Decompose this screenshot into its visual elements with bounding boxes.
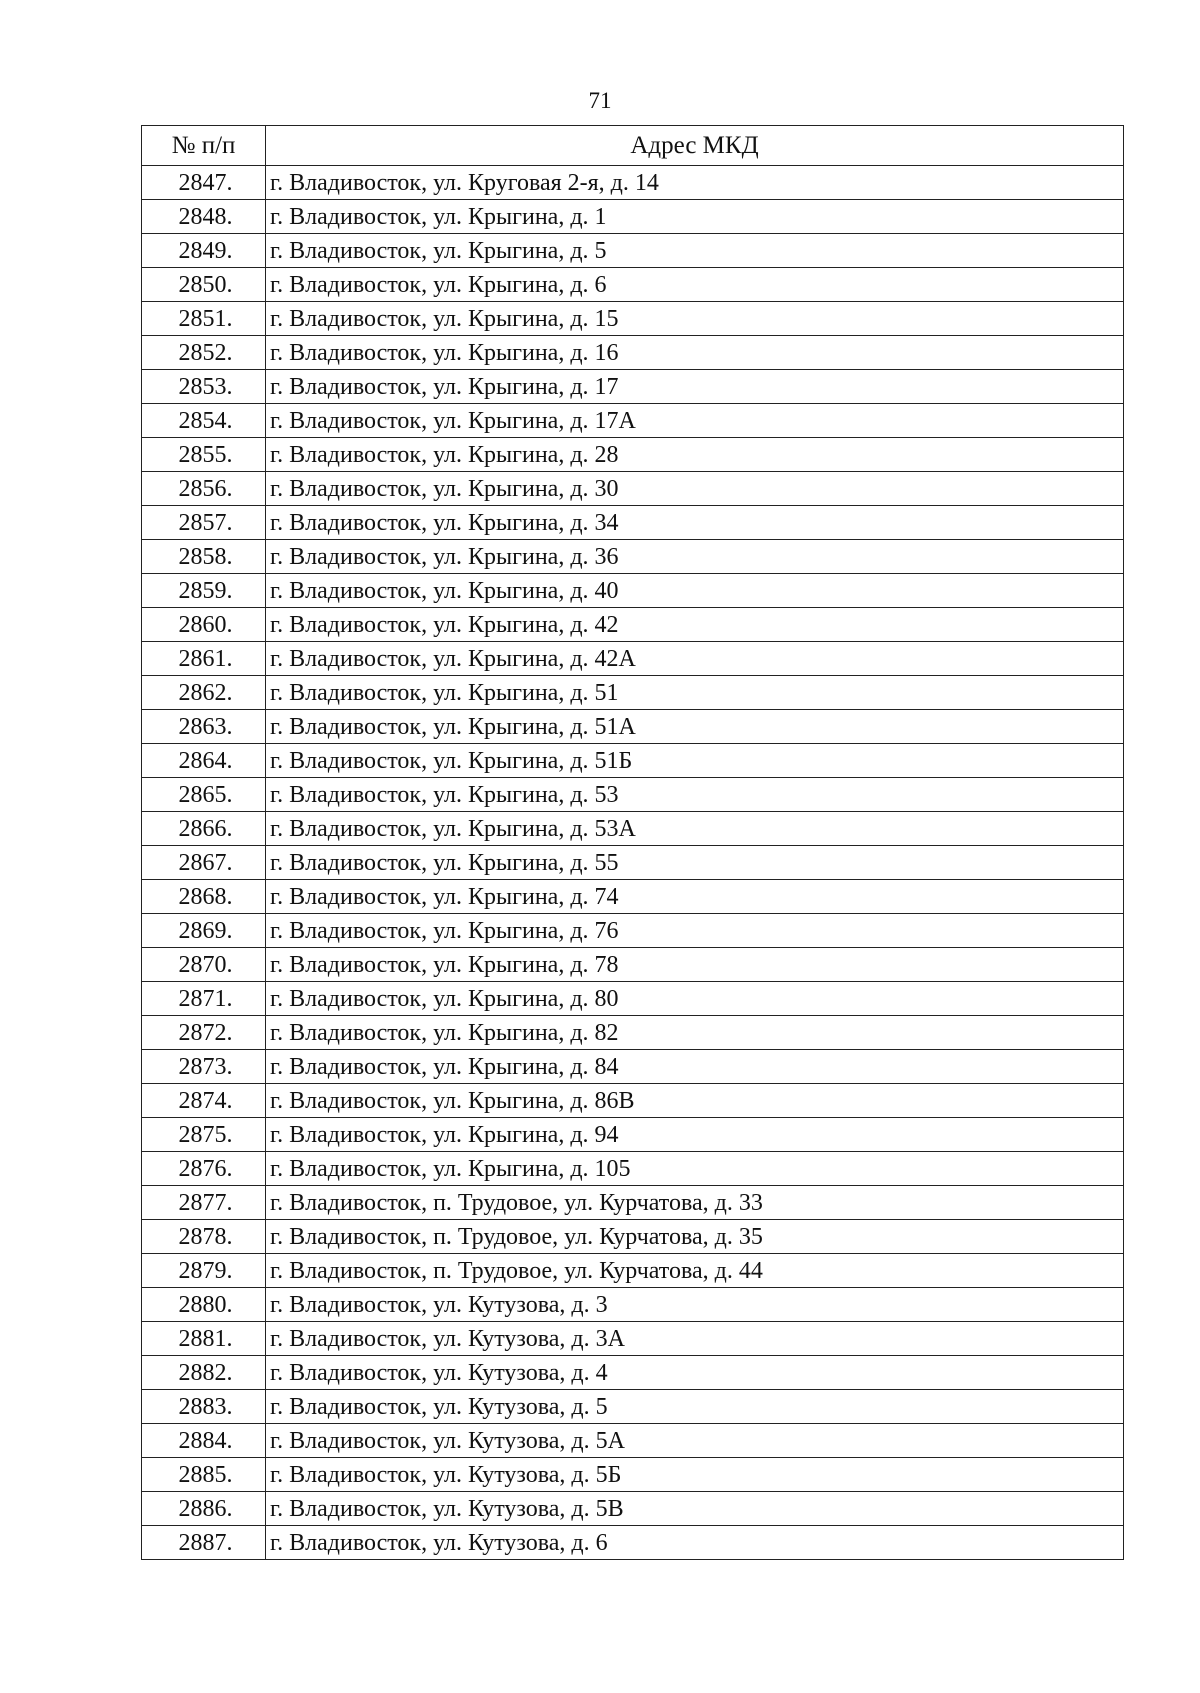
row-number: 2856.	[142, 472, 266, 506]
row-address: г. Владивосток, ул. Кутузова, д. 6	[266, 1526, 1124, 1560]
row-number: 2880.	[142, 1288, 266, 1322]
row-number: 2857.	[142, 506, 266, 540]
row-number: 2870.	[142, 948, 266, 982]
row-address: г. Владивосток, ул. Крыгина, д. 51	[266, 676, 1124, 710]
row-number: 2872.	[142, 1016, 266, 1050]
table-row	[142, 472, 1124, 506]
address-table	[141, 125, 1124, 1560]
row-address: г. Владивосток, ул. Крыгина, д. 53	[266, 778, 1124, 812]
row-number: 2850.	[142, 268, 266, 302]
table-row	[142, 812, 1124, 846]
table-row	[142, 846, 1124, 880]
row-number: 2852.	[142, 336, 266, 370]
row-number: 2854.	[142, 404, 266, 438]
table-row	[142, 302, 1124, 336]
row-number: 2860.	[142, 608, 266, 642]
row-number: 2877.	[142, 1186, 266, 1220]
row-address: г. Владивосток, ул. Кутузова, д. 5	[266, 1390, 1124, 1424]
row-number: 2871.	[142, 982, 266, 1016]
column-header-address: Адрес МКД	[266, 126, 1124, 166]
table-row	[142, 744, 1124, 778]
row-address: г. Владивосток, ул. Крыгина, д. 80	[266, 982, 1124, 1016]
row-address: г. Владивосток, ул. Крыгина, д. 78	[266, 948, 1124, 982]
row-number: 2881.	[142, 1322, 266, 1356]
table-row	[142, 1220, 1124, 1254]
row-address: г. Владивосток, ул. Крыгина, д. 105	[266, 1152, 1124, 1186]
row-address: г. Владивосток, ул. Крыгина, д. 51А	[266, 710, 1124, 744]
table-row	[142, 404, 1124, 438]
table-row	[142, 1050, 1124, 1084]
row-address: г. Владивосток, ул. Крыгина, д. 42А	[266, 642, 1124, 676]
row-address: г. Владивосток, ул. Крыгина, д. 30	[266, 472, 1124, 506]
table-row	[142, 336, 1124, 370]
table-row	[142, 1118, 1124, 1152]
table-row	[142, 676, 1124, 710]
row-address: г. Владивосток, ул. Крыгина, д. 15	[266, 302, 1124, 336]
table-row	[142, 642, 1124, 676]
row-address: г. Владивосток, ул. Кутузова, д. 3А	[266, 1322, 1124, 1356]
row-number: 2853.	[142, 370, 266, 404]
row-address: г. Владивосток, ул. Круговая 2-я, д. 14	[266, 166, 1124, 200]
table-row	[142, 1084, 1124, 1118]
table-row	[142, 574, 1124, 608]
row-address: г. Владивосток, ул. Крыгина, д. 1	[266, 200, 1124, 234]
row-number: 2848.	[142, 200, 266, 234]
row-number: 2884.	[142, 1424, 266, 1458]
table-row	[142, 1424, 1124, 1458]
row-number: 2855.	[142, 438, 266, 472]
row-address: г. Владивосток, ул. Кутузова, д. 3	[266, 1288, 1124, 1322]
row-number: 2875.	[142, 1118, 266, 1152]
table-row	[142, 914, 1124, 948]
row-address: г. Владивосток, ул. Крыгина, д. 51Б	[266, 744, 1124, 778]
row-address: г. Владивосток, ул. Крыгина, д. 74	[266, 880, 1124, 914]
table-row	[142, 1356, 1124, 1390]
table-row	[142, 608, 1124, 642]
row-address: г. Владивосток, ул. Крыгина, д. 17	[266, 370, 1124, 404]
row-number: 2862.	[142, 676, 266, 710]
row-address: г. Владивосток, ул. Крыгина, д. 55	[266, 846, 1124, 880]
row-address: г. Владивосток, ул. Крыгина, д. 6	[266, 268, 1124, 302]
row-number: 2863.	[142, 710, 266, 744]
row-number: 2886.	[142, 1492, 266, 1526]
table-row	[142, 1458, 1124, 1492]
table-row	[142, 268, 1124, 302]
table-row	[142, 1390, 1124, 1424]
table-row	[142, 1186, 1124, 1220]
table-row	[142, 540, 1124, 574]
header-row	[142, 126, 1124, 166]
row-number: 2882.	[142, 1356, 266, 1390]
row-address: г. Владивосток, ул. Кутузова, д. 5Б	[266, 1458, 1124, 1492]
row-address: г. Владивосток, ул. Крыгина, д. 28	[266, 438, 1124, 472]
row-address: г. Владивосток, ул. Крыгина, д. 82	[266, 1016, 1124, 1050]
row-number: 2879.	[142, 1254, 266, 1288]
row-address: г. Владивосток, ул. Кутузова, д. 5А	[266, 1424, 1124, 1458]
row-address: г. Владивосток, ул. Крыгина, д. 16	[266, 336, 1124, 370]
row-number: 2866.	[142, 812, 266, 846]
row-address: г. Владивосток, ул. Крыгина, д. 40	[266, 574, 1124, 608]
table-body	[142, 166, 1124, 1560]
row-address: г. Владивосток, ул. Крыгина, д. 84	[266, 1050, 1124, 1084]
row-number: 2867.	[142, 846, 266, 880]
row-number: 2858.	[142, 540, 266, 574]
row-number: 2885.	[142, 1458, 266, 1492]
column-header-number: № п/п	[142, 126, 266, 166]
row-number: 2883.	[142, 1390, 266, 1424]
table-header	[142, 126, 1124, 166]
row-number: 2887.	[142, 1526, 266, 1560]
table-row	[142, 1152, 1124, 1186]
row-address: г. Владивосток, ул. Крыгина, д. 36	[266, 540, 1124, 574]
page-number: 71	[588, 88, 612, 113]
row-number: 2874.	[142, 1084, 266, 1118]
row-number: 2869.	[142, 914, 266, 948]
table-row	[142, 200, 1124, 234]
row-number: 2851.	[142, 302, 266, 336]
row-address: г. Владивосток, ул. Крыгина, д. 42	[266, 608, 1124, 642]
table-row	[142, 506, 1124, 540]
table-row	[142, 1526, 1124, 1560]
table-row	[142, 778, 1124, 812]
row-address: г. Владивосток, ул. Крыгина, д. 53А	[266, 812, 1124, 846]
table-row	[142, 1254, 1124, 1288]
row-number: 2876.	[142, 1152, 266, 1186]
row-number: 2873.	[142, 1050, 266, 1084]
row-address: г. Владивосток, ул. Кутузова, д. 4	[266, 1356, 1124, 1390]
row-number: 2849.	[142, 234, 266, 268]
row-address: г. Владивосток, ул. Крыгина, д. 5	[266, 234, 1124, 268]
row-address: г. Владивосток, ул. Крыгина, д. 94	[266, 1118, 1124, 1152]
table-row	[142, 1016, 1124, 1050]
row-number: 2861.	[142, 642, 266, 676]
table-row	[142, 166, 1124, 200]
row-address: г. Владивосток, п. Трудовое, ул. Курчатова, д. 35	[266, 1220, 1124, 1254]
table-row	[142, 948, 1124, 982]
row-address: г. Владивосток, ул. Крыгина, д. 17А	[266, 404, 1124, 438]
table-row	[142, 370, 1124, 404]
table-row	[142, 1322, 1124, 1356]
table-row	[142, 234, 1124, 268]
row-number: 2868.	[142, 880, 266, 914]
row-number: 2847.	[142, 166, 266, 200]
table-row	[142, 438, 1124, 472]
table-row	[142, 1492, 1124, 1526]
table-row	[142, 710, 1124, 744]
row-address: г. Владивосток, п. Трудовое, ул. Курчатова, д. 44	[266, 1254, 1124, 1288]
row-number: 2864.	[142, 744, 266, 778]
row-number: 2878.	[142, 1220, 266, 1254]
row-number: 2865.	[142, 778, 266, 812]
row-address: г. Владивосток, ул. Крыгина, д. 86В	[266, 1084, 1124, 1118]
table-row	[142, 982, 1124, 1016]
row-address: г. Владивосток, ул. Крыгина, д. 34	[266, 506, 1124, 540]
row-address: г. Владивосток, п. Трудовое, ул. Курчатова, д. 33	[266, 1186, 1124, 1220]
row-address: г. Владивосток, ул. Кутузова, д. 5В	[266, 1492, 1124, 1526]
row-number: 2859.	[142, 574, 266, 608]
table-row	[142, 1288, 1124, 1322]
row-address: г. Владивосток, ул. Крыгина, д. 76	[266, 914, 1124, 948]
table-row	[142, 880, 1124, 914]
